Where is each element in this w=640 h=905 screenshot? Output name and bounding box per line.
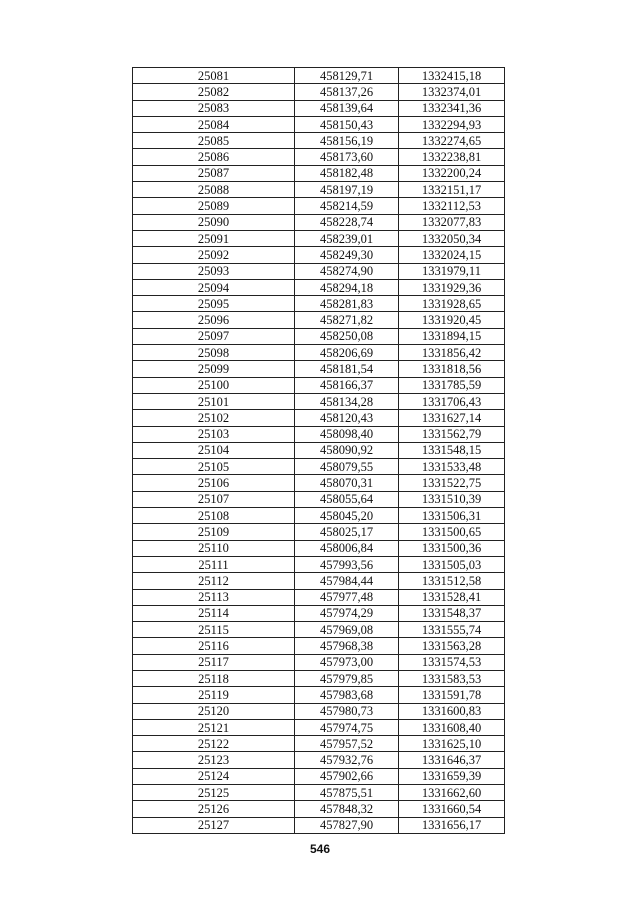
table-row <box>133 508 505 524</box>
x-coordinate-cell: 457983,68 <box>295 687 399 703</box>
y-coordinate-cell: 1331506,31 <box>399 508 505 524</box>
table-row <box>133 687 505 703</box>
table-row <box>133 393 505 409</box>
y-coordinate-cell: 1331662,60 <box>399 785 505 801</box>
x-coordinate-cell: 457827,90 <box>295 817 399 833</box>
y-coordinate-cell: 1331625,10 <box>399 736 505 752</box>
x-coordinate-cell: 457902,66 <box>295 768 399 784</box>
y-coordinate-cell: 1331563,28 <box>399 638 505 654</box>
table-row <box>133 116 505 132</box>
table-row <box>133 100 505 116</box>
table-row <box>133 540 505 556</box>
point-number-cell: 25104 <box>133 442 295 458</box>
x-coordinate-cell: 458150,43 <box>295 116 399 132</box>
y-coordinate-cell: 1331548,37 <box>399 605 505 621</box>
point-number-cell: 25088 <box>133 182 295 198</box>
y-coordinate-cell: 1331500,65 <box>399 524 505 540</box>
table-row <box>133 622 505 638</box>
x-coordinate-cell: 458294,18 <box>295 279 399 295</box>
x-coordinate-cell: 458206,69 <box>295 345 399 361</box>
y-coordinate-cell: 1331706,43 <box>399 393 505 409</box>
table-row <box>133 703 505 719</box>
y-coordinate-cell: 1331548,15 <box>399 442 505 458</box>
point-number-cell: 25103 <box>133 426 295 442</box>
x-coordinate-cell: 458025,17 <box>295 524 399 540</box>
x-coordinate-cell: 457969,08 <box>295 622 399 638</box>
point-number-cell: 25092 <box>133 247 295 263</box>
y-coordinate-cell: 1332112,53 <box>399 198 505 214</box>
x-coordinate-cell: 457932,76 <box>295 752 399 768</box>
point-number-cell: 25099 <box>133 361 295 377</box>
y-coordinate-cell: 1331574,53 <box>399 654 505 670</box>
point-number-cell: 25084 <box>133 116 295 132</box>
x-coordinate-cell: 458249,30 <box>295 247 399 263</box>
point-number-cell: 25123 <box>133 752 295 768</box>
table-row <box>133 605 505 621</box>
x-coordinate-cell: 458250,08 <box>295 328 399 344</box>
point-number-cell: 25081 <box>133 68 295 84</box>
y-coordinate-cell: 1332077,83 <box>399 214 505 230</box>
point-number-cell: 25106 <box>133 475 295 491</box>
x-coordinate-cell: 457984,44 <box>295 573 399 589</box>
table-row <box>133 68 505 84</box>
coordinate-table-body <box>133 68 505 834</box>
page-number: 546 <box>309 842 331 856</box>
x-coordinate-cell: 458281,83 <box>295 296 399 312</box>
table-row <box>133 230 505 246</box>
point-number-cell: 25105 <box>133 459 295 475</box>
point-number-cell: 25115 <box>133 622 295 638</box>
x-coordinate-cell: 458156,19 <box>295 133 399 149</box>
table-row <box>133 768 505 784</box>
x-coordinate-cell: 458045,20 <box>295 508 399 524</box>
x-coordinate-cell: 457973,00 <box>295 654 399 670</box>
x-coordinate-cell: 457974,29 <box>295 605 399 621</box>
table-row <box>133 279 505 295</box>
table-row <box>133 573 505 589</box>
point-number-cell: 25120 <box>133 703 295 719</box>
table-row <box>133 475 505 491</box>
point-number-cell: 25102 <box>133 410 295 426</box>
x-coordinate-cell: 457848,32 <box>295 801 399 817</box>
x-coordinate-cell: 458182,48 <box>295 165 399 181</box>
point-number-cell: 25095 <box>133 296 295 312</box>
y-coordinate-cell: 1331920,45 <box>399 312 505 328</box>
table-row <box>133 377 505 393</box>
point-number-cell: 25109 <box>133 524 295 540</box>
x-coordinate-cell: 458166,37 <box>295 377 399 393</box>
x-coordinate-cell: 458098,40 <box>295 426 399 442</box>
point-number-cell: 25082 <box>133 84 295 100</box>
y-coordinate-cell: 1332294,93 <box>399 116 505 132</box>
table-row <box>133 426 505 442</box>
point-number-cell: 25089 <box>133 198 295 214</box>
table-row <box>133 182 505 198</box>
x-coordinate-cell: 458271,82 <box>295 312 399 328</box>
y-coordinate-cell: 1331659,39 <box>399 768 505 784</box>
table-row <box>133 410 505 426</box>
y-coordinate-cell: 1331533,48 <box>399 459 505 475</box>
y-coordinate-cell: 1332200,24 <box>399 165 505 181</box>
y-coordinate-cell: 1331928,65 <box>399 296 505 312</box>
x-coordinate-cell: 458228,74 <box>295 214 399 230</box>
y-coordinate-cell: 1332238,81 <box>399 149 505 165</box>
table-row <box>133 328 505 344</box>
y-coordinate-cell: 1331500,36 <box>399 540 505 556</box>
y-coordinate-cell: 1331646,37 <box>399 752 505 768</box>
y-coordinate-cell: 1331785,59 <box>399 377 505 393</box>
table-row <box>133 459 505 475</box>
y-coordinate-cell: 1331660,54 <box>399 801 505 817</box>
table-row <box>133 491 505 507</box>
x-coordinate-cell: 458090,92 <box>295 442 399 458</box>
y-coordinate-cell: 1331522,75 <box>399 475 505 491</box>
y-coordinate-cell: 1331979,11 <box>399 263 505 279</box>
y-coordinate-cell: 1331505,03 <box>399 556 505 572</box>
coordinate-table <box>132 67 505 834</box>
x-coordinate-cell: 458173,60 <box>295 149 399 165</box>
x-coordinate-cell: 458181,54 <box>295 361 399 377</box>
table-row <box>133 165 505 181</box>
y-coordinate-cell: 1332274,65 <box>399 133 505 149</box>
point-number-cell: 25113 <box>133 589 295 605</box>
point-number-cell: 25127 <box>133 817 295 833</box>
point-number-cell: 25086 <box>133 149 295 165</box>
point-number-cell: 25121 <box>133 719 295 735</box>
point-number-cell: 25125 <box>133 785 295 801</box>
y-coordinate-cell: 1331608,40 <box>399 719 505 735</box>
point-number-cell: 25116 <box>133 638 295 654</box>
y-coordinate-cell: 1331656,17 <box>399 817 505 833</box>
table-row <box>133 361 505 377</box>
point-number-cell: 25096 <box>133 312 295 328</box>
point-number-cell: 25119 <box>133 687 295 703</box>
y-coordinate-cell: 1331818,56 <box>399 361 505 377</box>
x-coordinate-cell: 458239,01 <box>295 230 399 246</box>
point-number-cell: 25112 <box>133 573 295 589</box>
y-coordinate-cell: 1332050,34 <box>399 230 505 246</box>
y-coordinate-cell: 1332151,17 <box>399 182 505 198</box>
y-coordinate-cell: 1331591,78 <box>399 687 505 703</box>
table-row <box>133 524 505 540</box>
x-coordinate-cell: 457980,73 <box>295 703 399 719</box>
y-coordinate-cell: 1331555,74 <box>399 622 505 638</box>
x-coordinate-cell: 458055,64 <box>295 491 399 507</box>
x-coordinate-cell: 458070,31 <box>295 475 399 491</box>
y-coordinate-cell: 1332024,15 <box>399 247 505 263</box>
table-row <box>133 670 505 686</box>
point-number-cell: 25097 <box>133 328 295 344</box>
table-row <box>133 556 505 572</box>
table-row <box>133 719 505 735</box>
y-coordinate-cell: 1331528,41 <box>399 589 505 605</box>
x-coordinate-cell: 458214,59 <box>295 198 399 214</box>
point-number-cell: 25107 <box>133 491 295 507</box>
point-number-cell: 25085 <box>133 133 295 149</box>
y-coordinate-cell: 1331583,53 <box>399 670 505 686</box>
table-row <box>133 198 505 214</box>
point-number-cell: 25108 <box>133 508 295 524</box>
y-coordinate-cell: 1331627,14 <box>399 410 505 426</box>
table-row <box>133 654 505 670</box>
y-coordinate-cell: 1332341,36 <box>399 100 505 116</box>
x-coordinate-cell: 457875,51 <box>295 785 399 801</box>
table-row <box>133 801 505 817</box>
point-number-cell: 25124 <box>133 768 295 784</box>
point-number-cell: 25126 <box>133 801 295 817</box>
point-number-cell: 25118 <box>133 670 295 686</box>
y-coordinate-cell: 1331856,42 <box>399 345 505 361</box>
point-number-cell: 25093 <box>133 263 295 279</box>
x-coordinate-cell: 457974,75 <box>295 719 399 735</box>
point-number-cell: 25090 <box>133 214 295 230</box>
y-coordinate-cell: 1332374,01 <box>399 84 505 100</box>
y-coordinate-cell: 1332415,18 <box>399 68 505 84</box>
x-coordinate-cell: 458134,28 <box>295 393 399 409</box>
x-coordinate-cell: 457957,52 <box>295 736 399 752</box>
x-coordinate-cell: 457968,38 <box>295 638 399 654</box>
x-coordinate-cell: 457977,48 <box>295 589 399 605</box>
point-number-cell: 25083 <box>133 100 295 116</box>
point-number-cell: 25091 <box>133 230 295 246</box>
y-coordinate-cell: 1331512,58 <box>399 573 505 589</box>
table-row <box>133 214 505 230</box>
y-coordinate-cell: 1331510,39 <box>399 491 505 507</box>
x-coordinate-cell: 458274,90 <box>295 263 399 279</box>
point-number-cell: 25100 <box>133 377 295 393</box>
y-coordinate-cell: 1331562,79 <box>399 426 505 442</box>
y-coordinate-cell: 1331929,36 <box>399 279 505 295</box>
point-number-cell: 25110 <box>133 540 295 556</box>
table-row <box>133 817 505 833</box>
table-row <box>133 442 505 458</box>
x-coordinate-cell: 458006,84 <box>295 540 399 556</box>
point-number-cell: 25101 <box>133 393 295 409</box>
table-row <box>133 133 505 149</box>
table-row <box>133 785 505 801</box>
point-number-cell: 25087 <box>133 165 295 181</box>
x-coordinate-cell: 457979,85 <box>295 670 399 686</box>
point-number-cell: 25111 <box>133 556 295 572</box>
point-number-cell: 25122 <box>133 736 295 752</box>
table-row <box>133 589 505 605</box>
table-row <box>133 84 505 100</box>
point-number-cell: 25098 <box>133 345 295 361</box>
point-number-cell: 25117 <box>133 654 295 670</box>
x-coordinate-cell: 458129,71 <box>295 68 399 84</box>
table-row <box>133 312 505 328</box>
table-row <box>133 752 505 768</box>
x-coordinate-cell: 458137,26 <box>295 84 399 100</box>
point-number-cell: 25094 <box>133 279 295 295</box>
table-row <box>133 736 505 752</box>
table-row <box>133 149 505 165</box>
x-coordinate-cell: 458079,55 <box>295 459 399 475</box>
table-row <box>133 296 505 312</box>
x-coordinate-cell: 458139,64 <box>295 100 399 116</box>
y-coordinate-cell: 1331894,15 <box>399 328 505 344</box>
table-row <box>133 247 505 263</box>
x-coordinate-cell: 458120,43 <box>295 410 399 426</box>
x-coordinate-cell: 458197,19 <box>295 182 399 198</box>
table-row <box>133 345 505 361</box>
table-row <box>133 263 505 279</box>
table-row <box>133 638 505 654</box>
x-coordinate-cell: 457993,56 <box>295 556 399 572</box>
y-coordinate-cell: 1331600,83 <box>399 703 505 719</box>
point-number-cell: 25114 <box>133 605 295 621</box>
